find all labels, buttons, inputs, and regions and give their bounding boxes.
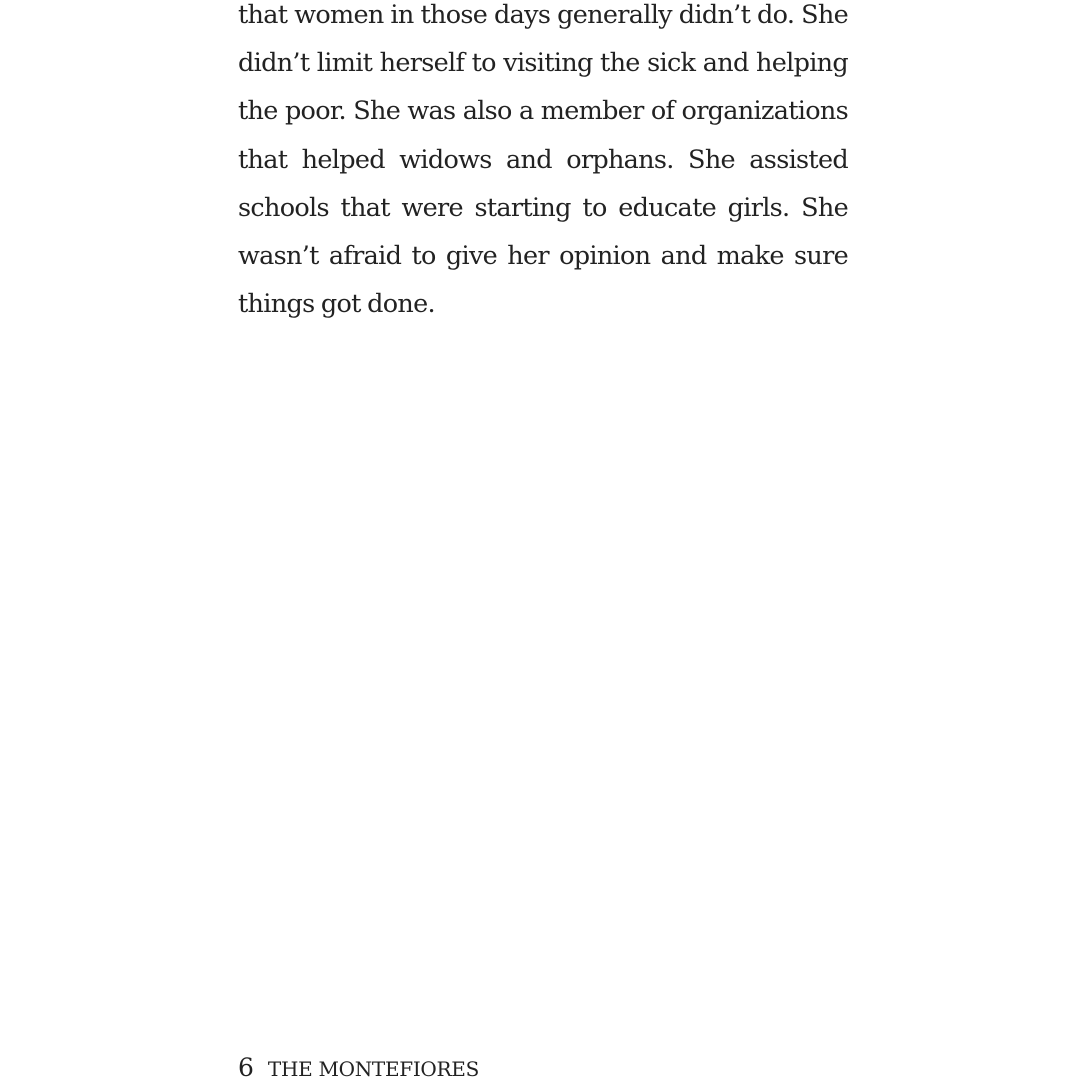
text-line: that helped widows and orphans. She assisted [238, 144, 848, 175]
text-line: schools that were starting to educate girls. She [238, 192, 848, 223]
page-footer [238, 1053, 479, 1080]
running-head: THE MONTEFIORES [267, 1057, 479, 1080]
page-number: 6 [238, 1053, 254, 1080]
body-paragraph [238, 0, 848, 328]
text-line: things got done. [238, 289, 435, 320]
text-line: wasn’t afraid to give her opinion and make sure [238, 241, 848, 272]
text-line: that women in those days generally didn’t do. She [238, 0, 848, 30]
text-line: the poor. She was also a member of organizations [238, 96, 848, 127]
text-line: didn’t limit herself to visiting the sick and helping [238, 48, 848, 79]
